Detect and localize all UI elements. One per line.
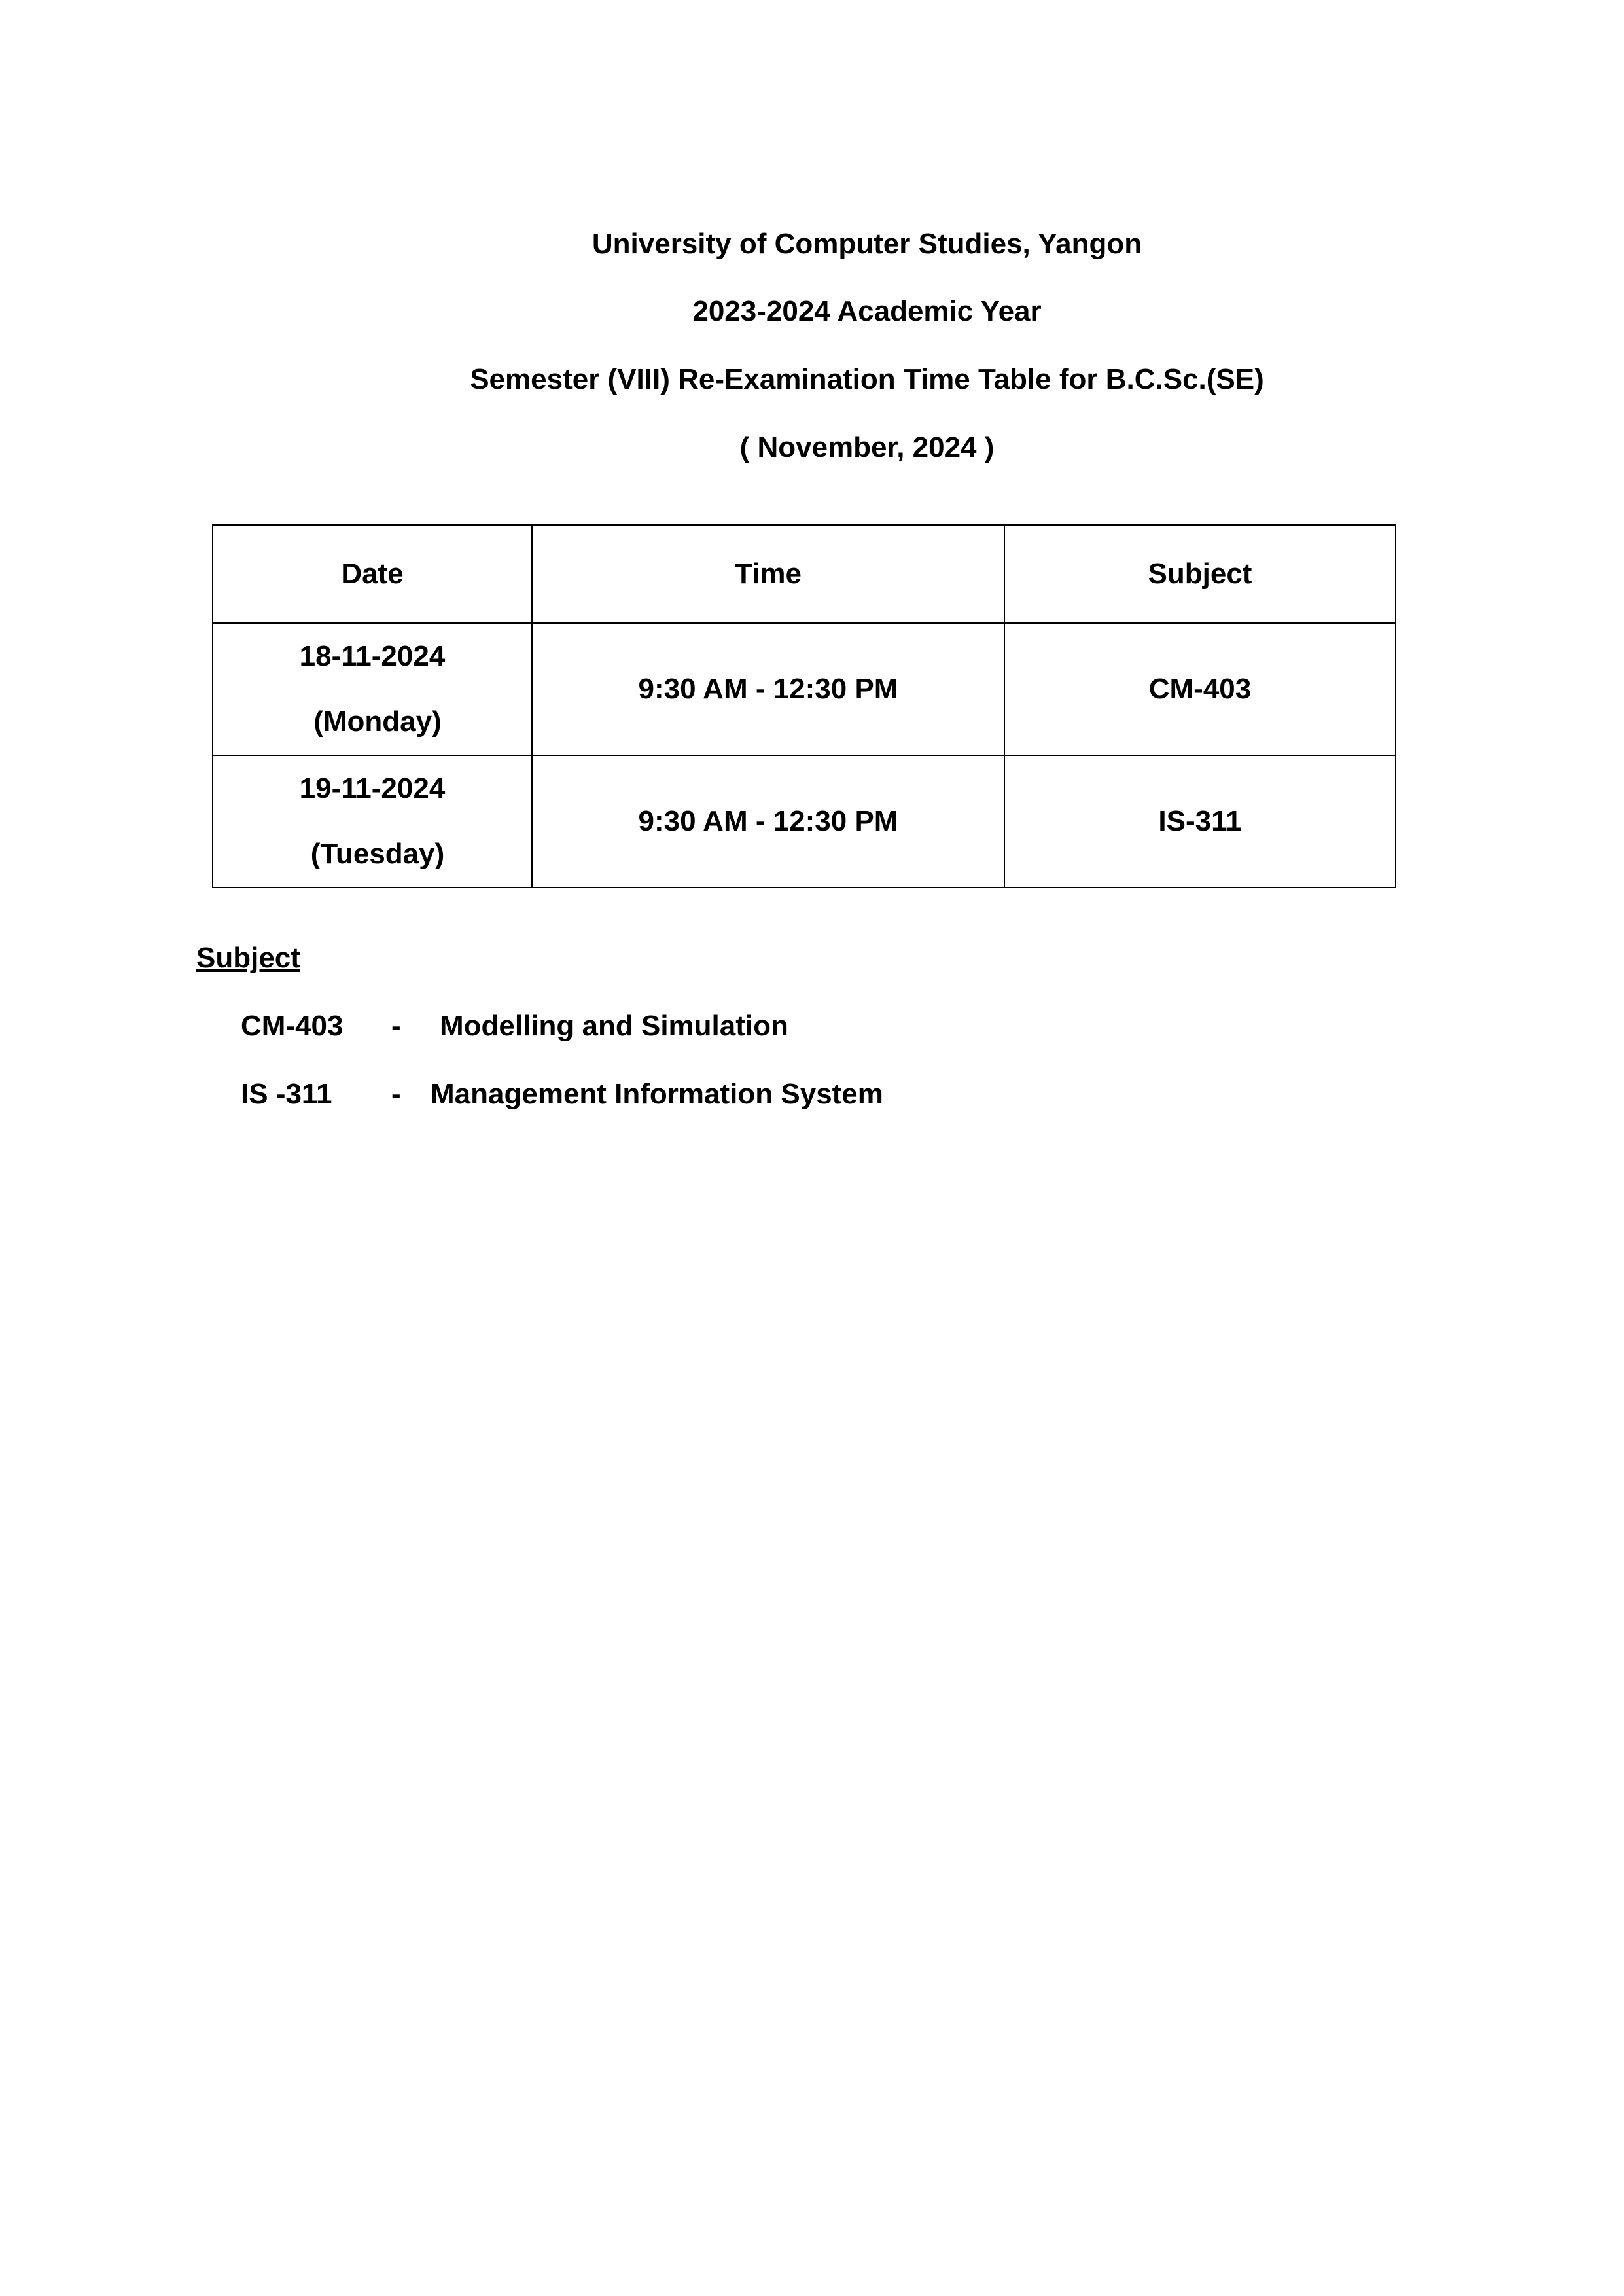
exam-month: ( November, 2024 ) [739, 431, 995, 463]
column-header-date: Date [213, 525, 532, 623]
column-header-time: Time [532, 525, 1004, 623]
document-title: Semester (VIII) Re-Examination Time Table for B.C.Sc.(SE) [470, 363, 1264, 395]
exam-date: 18-11-2024 [299, 640, 446, 672]
university-name: University of Computer Studies, Yangon [591, 228, 1142, 260]
exam-day: (Tuesday) [310, 838, 445, 870]
exam-timetable [212, 524, 1396, 888]
exam-day: (Monday) [313, 706, 442, 738]
legend-subject-code: CM-403 [241, 1010, 344, 1042]
legend-subject-name: Management Information System [431, 1078, 883, 1110]
legend-item [0, 1007, 1624, 1046]
legend-subject-code: IS -311 [241, 1078, 332, 1110]
date-cell [213, 623, 532, 755]
column-header-subject: Subject [1004, 525, 1396, 623]
time-cell: 9:30 AM - 12:30 PM [532, 755, 1004, 888]
table-header-row [213, 525, 1396, 623]
legend-separator: - [391, 1078, 401, 1110]
academic-year: 2023-2024 Academic Year [692, 295, 1042, 327]
subject-cell: CM-403 [1004, 623, 1396, 755]
exam-date: 19-11-2024 [299, 772, 446, 804]
table-row [213, 623, 1396, 755]
subject-legend-title: Subject [196, 942, 300, 974]
legend-separator: - [391, 1010, 401, 1042]
time-cell: 9:30 AM - 12:30 PM [532, 623, 1004, 755]
subject-cell: IS-311 [1004, 755, 1396, 888]
legend-subject-name: Modelling and Simulation [440, 1010, 788, 1042]
table-row [213, 755, 1396, 888]
legend-item [0, 1075, 1624, 1114]
date-cell [213, 755, 532, 888]
